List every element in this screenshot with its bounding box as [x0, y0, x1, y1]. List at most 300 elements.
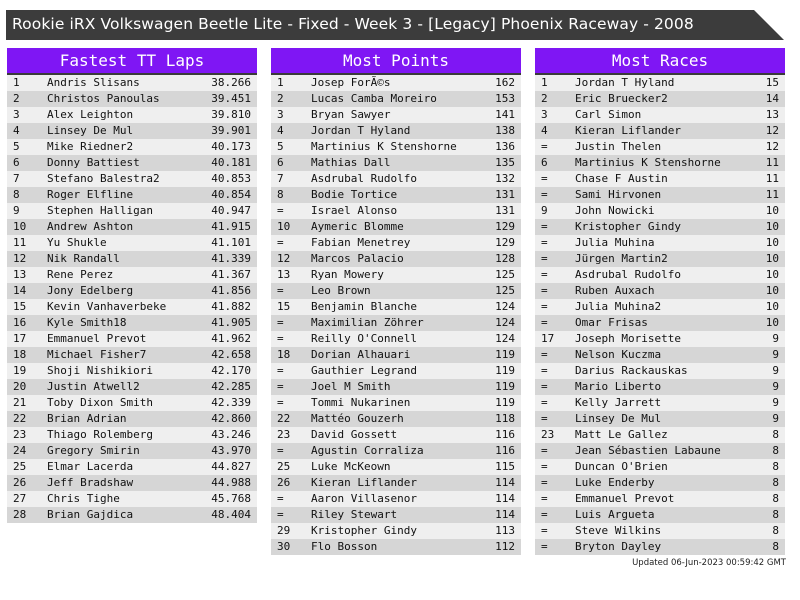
row-name: Yu Shukle	[47, 236, 107, 249]
table-row	[7, 75, 257, 91]
row-position: 8	[277, 188, 284, 201]
row-value: 131	[495, 188, 515, 201]
row-value: 11	[765, 188, 779, 201]
table-row	[271, 507, 521, 523]
row-position: 21	[13, 396, 27, 409]
table-row	[535, 363, 785, 379]
most-races-header: Most Races	[535, 48, 785, 75]
row-position: =	[277, 284, 284, 297]
updated-timestamp: Updated 06-Jun-2023 00:59:42 GMT	[632, 558, 786, 568]
row-name: Duncan O'Brien	[575, 460, 668, 473]
row-value: 41.905	[211, 316, 251, 329]
table-row	[7, 283, 257, 299]
row-position: =	[541, 380, 548, 393]
row-position: 12	[277, 252, 291, 265]
row-value: 14	[765, 92, 779, 105]
row-name: Toby Dixon Smith	[47, 396, 153, 409]
row-name: Joel M Smith	[311, 380, 391, 393]
table-row	[535, 443, 785, 459]
row-value: 9	[772, 412, 779, 425]
row-position: 5	[277, 140, 284, 153]
row-position: =	[541, 188, 548, 201]
most-points-header: Most Points	[271, 48, 521, 75]
row-name: Elmar Lacerda	[47, 460, 134, 473]
row-name: Alex Leighton	[47, 108, 134, 121]
row-name: Reilly O'Connell	[311, 332, 417, 345]
row-position: 6	[13, 156, 20, 169]
row-value: 114	[495, 508, 515, 521]
table-row	[7, 123, 257, 139]
table-row	[7, 507, 257, 523]
row-value: 9	[772, 364, 779, 377]
row-position: 9	[13, 204, 20, 217]
row-position: 15	[13, 300, 27, 313]
row-name: Fabian Menetrey	[311, 236, 411, 249]
most-points-panel	[271, 48, 521, 555]
row-name: Martinius K Stenshorne	[575, 156, 721, 169]
row-value: 135	[495, 156, 515, 169]
row-name: Carl Simon	[575, 108, 642, 121]
table-row	[271, 411, 521, 427]
row-position: 2	[541, 92, 548, 105]
table-row	[271, 251, 521, 267]
table-row	[535, 299, 785, 315]
row-value: 12	[765, 140, 779, 153]
row-position: =	[541, 236, 548, 249]
row-position: 19	[13, 364, 27, 377]
row-position: 20	[13, 380, 27, 393]
row-name: Andrew Ashton	[47, 220, 134, 233]
table-row	[271, 267, 521, 283]
row-name: Dorian Alhauari	[311, 348, 411, 361]
row-position: 14	[13, 284, 27, 297]
table-row	[271, 459, 521, 475]
row-name: Chris Tighe	[47, 492, 120, 505]
table-row	[271, 331, 521, 347]
row-name: Kelly Jarrett	[575, 396, 662, 409]
row-position: =	[277, 236, 284, 249]
row-name: Jeff Bradshaw	[47, 476, 134, 489]
table-row	[7, 491, 257, 507]
row-name: Martinius K Stenshorne	[311, 140, 457, 153]
table-row	[271, 187, 521, 203]
table-row	[7, 427, 257, 443]
row-position: =	[541, 492, 548, 505]
row-position: =	[541, 140, 548, 153]
row-name: Flo Bosson	[311, 540, 378, 553]
table-row	[535, 251, 785, 267]
row-position: =	[541, 252, 548, 265]
row-position: 30	[277, 540, 291, 553]
row-name: Kristopher Gindy	[311, 524, 417, 537]
fastest-laps-rows	[7, 75, 257, 523]
row-name: Steve Wilkins	[575, 524, 662, 537]
row-position: 12	[13, 252, 27, 265]
row-position: =	[277, 396, 284, 409]
table-row	[535, 203, 785, 219]
row-value: 125	[495, 268, 515, 281]
row-name: Gregory Smirin	[47, 444, 140, 457]
row-value: 11	[765, 156, 779, 169]
row-value: 9	[772, 396, 779, 409]
row-value: 116	[495, 444, 515, 457]
table-row	[271, 363, 521, 379]
table-row	[271, 203, 521, 219]
row-position: 6	[277, 156, 284, 169]
table-row	[535, 491, 785, 507]
row-name: Thiago Rolemberg	[47, 428, 153, 441]
table-row	[271, 539, 521, 555]
fastest-laps-header: Fastest TT Laps	[7, 48, 257, 75]
row-name: Darius Rackauskas	[575, 364, 688, 377]
row-name: Chase F Austin	[575, 172, 668, 185]
table-row	[271, 123, 521, 139]
row-position: =	[541, 396, 548, 409]
table-row	[271, 155, 521, 171]
row-name: John Nowicki	[575, 204, 655, 217]
table-row	[535, 539, 785, 555]
row-name: Bodie Tortice	[311, 188, 398, 201]
row-name: Stephen Halligan	[47, 204, 153, 217]
row-name: Matt Le Gallez	[575, 428, 668, 441]
row-position: 5	[13, 140, 20, 153]
row-position: 7	[13, 172, 20, 185]
row-value: 12	[765, 124, 779, 137]
row-position: 26	[13, 476, 27, 489]
table-row	[7, 363, 257, 379]
row-value: 129	[495, 236, 515, 249]
row-position: 8	[13, 188, 20, 201]
row-value: 40.854	[211, 188, 251, 201]
table-row	[535, 459, 785, 475]
row-value: 44.988	[211, 476, 251, 489]
row-value: 41.915	[211, 220, 251, 233]
table-row	[7, 459, 257, 475]
table-row	[7, 219, 257, 235]
row-value: 114	[495, 492, 515, 505]
table-row	[7, 443, 257, 459]
row-name: Justin Thelen	[575, 140, 662, 153]
row-position: 4	[541, 124, 548, 137]
row-value: 112	[495, 540, 515, 553]
table-row	[7, 203, 257, 219]
table-row	[535, 219, 785, 235]
row-position: =	[541, 316, 548, 329]
row-value: 153	[495, 92, 515, 105]
row-position: 23	[13, 428, 27, 441]
row-name: Kristopher Gindy	[575, 220, 681, 233]
table-row	[7, 267, 257, 283]
row-name: Mattéo Gouzerh	[311, 412, 404, 425]
row-name: Ryan Mowery	[311, 268, 384, 281]
row-value: 10	[765, 220, 779, 233]
table-row	[535, 267, 785, 283]
row-name: Justin Atwell2	[47, 380, 140, 393]
table-row	[7, 155, 257, 171]
row-value: 8	[772, 492, 779, 505]
table-row	[535, 235, 785, 251]
row-name: Kevin Vanhaverbeke	[47, 300, 167, 313]
row-value: 42.285	[211, 380, 251, 393]
row-name: Mario Liberto	[575, 380, 662, 393]
row-value: 39.810	[211, 108, 251, 121]
row-name: Luis Argueta	[575, 508, 655, 521]
table-row	[7, 171, 257, 187]
row-value: 10	[765, 300, 779, 313]
row-name: Omar Frisas	[575, 316, 648, 329]
table-row	[535, 283, 785, 299]
row-value: 113	[495, 524, 515, 537]
table-row	[271, 139, 521, 155]
row-position: 7	[277, 172, 284, 185]
table-row	[7, 299, 257, 315]
row-name: Marcos Palacio	[311, 252, 404, 265]
row-position: =	[277, 508, 284, 521]
table-row	[535, 107, 785, 123]
row-position: =	[277, 332, 284, 345]
row-name: Emmanuel Prevot	[47, 332, 147, 345]
row-value: 41.101	[211, 236, 251, 249]
row-name: Andris Slisans	[47, 76, 140, 89]
row-value: 8	[772, 460, 779, 473]
row-name: Julia Muhina2	[575, 300, 662, 313]
row-position: 13	[277, 268, 291, 281]
row-name: Gauthier Legrand	[311, 364, 417, 377]
row-value: 45.768	[211, 492, 251, 505]
table-row	[271, 283, 521, 299]
row-value: 119	[495, 348, 515, 361]
table-row	[271, 91, 521, 107]
row-position: 23	[541, 428, 555, 441]
row-value: 43.970	[211, 444, 251, 457]
table-row	[535, 75, 785, 91]
table-row	[271, 235, 521, 251]
row-value: 41.882	[211, 300, 251, 313]
row-position: 3	[541, 108, 548, 121]
row-name: Kieran Liflander	[311, 476, 417, 489]
table-row	[7, 251, 257, 267]
row-name: Donny Battiest	[47, 156, 140, 169]
row-position: 24	[13, 444, 27, 457]
table-row	[7, 107, 257, 123]
row-value: 11	[765, 172, 779, 185]
title-banner	[6, 10, 784, 40]
table-row	[271, 75, 521, 91]
row-value: 41.367	[211, 268, 251, 281]
table-row	[7, 475, 257, 491]
row-name: Brian Gajdica	[47, 508, 134, 521]
row-position: =	[277, 444, 284, 457]
table-row	[535, 315, 785, 331]
row-value: 10	[765, 252, 779, 265]
table-row	[535, 187, 785, 203]
row-name: Kieran Liflander	[575, 124, 681, 137]
row-position: 1	[541, 76, 548, 89]
table-row	[271, 347, 521, 363]
page-title: Rookie iRX Volkswagen Beetle Lite - Fixed - Week 3 - [Legacy] Phoenix Raceway - 2008	[12, 15, 694, 33]
row-value: 39.451	[211, 92, 251, 105]
row-position: =	[277, 316, 284, 329]
row-name: Sami Hirvonen	[575, 188, 662, 201]
table-row	[535, 475, 785, 491]
row-position: =	[541, 300, 548, 313]
row-value: 40.947	[211, 204, 251, 217]
row-position: 17	[541, 332, 555, 345]
row-position: =	[541, 540, 548, 553]
row-name: Aymeric Blomme	[311, 220, 404, 233]
row-position: 9	[541, 204, 548, 217]
row-value: 40.173	[211, 140, 251, 153]
table-row	[535, 379, 785, 395]
row-value: 124	[495, 300, 515, 313]
row-value: 10	[765, 204, 779, 217]
row-value: 9	[772, 348, 779, 361]
row-name: Rene Perez	[47, 268, 114, 281]
row-position: =	[541, 172, 548, 185]
row-value: 40.181	[211, 156, 251, 169]
row-position: 18	[277, 348, 291, 361]
table-row	[271, 491, 521, 507]
most-races-rows	[535, 75, 785, 555]
row-position: =	[541, 220, 548, 233]
row-position: =	[541, 524, 548, 537]
row-position: 17	[13, 332, 27, 345]
row-position: 3	[13, 108, 20, 121]
row-position: 10	[13, 220, 27, 233]
row-name: Ruben Auxach	[575, 284, 655, 297]
row-name: Tommi Nukarinen	[311, 396, 411, 409]
table-row	[7, 411, 257, 427]
row-value: 119	[495, 380, 515, 393]
row-position: 22	[277, 412, 291, 425]
table-row	[7, 91, 257, 107]
row-value: 10	[765, 284, 779, 297]
table-row	[535, 171, 785, 187]
row-position: =	[541, 268, 548, 281]
table-row	[7, 395, 257, 411]
row-position: 25	[13, 460, 27, 473]
row-position: =	[277, 380, 284, 393]
row-name: Leo Brown	[311, 284, 371, 297]
row-name: Mathias Dall	[311, 156, 391, 169]
table-row	[535, 395, 785, 411]
table-row	[271, 379, 521, 395]
row-position: 27	[13, 492, 27, 505]
row-position: =	[541, 460, 548, 473]
row-value: 10	[765, 236, 779, 249]
row-position: 1	[277, 76, 284, 89]
row-name: Eric Bruecker2	[575, 92, 668, 105]
row-position: 28	[13, 508, 27, 521]
row-name: Lucas Camba Moreiro	[311, 92, 437, 105]
row-value: 162	[495, 76, 515, 89]
row-position: 4	[13, 124, 20, 137]
row-value: 141	[495, 108, 515, 121]
row-value: 41.962	[211, 332, 251, 345]
row-position: =	[277, 364, 284, 377]
row-value: 114	[495, 476, 515, 489]
table-row	[271, 443, 521, 459]
row-value: 42.860	[211, 412, 251, 425]
row-name: Nik Randall	[47, 252, 120, 265]
row-value: 131	[495, 204, 515, 217]
row-name: Bryton Dayley	[575, 540, 662, 553]
row-value: 8	[772, 540, 779, 553]
row-value: 10	[765, 316, 779, 329]
row-value: 125	[495, 284, 515, 297]
row-position: 11	[13, 236, 27, 249]
row-position: 22	[13, 412, 27, 425]
row-name: Josep ForÃ©s	[311, 76, 391, 89]
row-position: 23	[277, 428, 291, 441]
row-position: 3	[277, 108, 284, 121]
row-name: Julia Muhina	[575, 236, 655, 249]
row-value: 129	[495, 220, 515, 233]
row-position: 25	[277, 460, 291, 473]
table-row	[271, 475, 521, 491]
row-name: Roger Elfline	[47, 188, 134, 201]
row-value: 124	[495, 332, 515, 345]
table-row	[271, 427, 521, 443]
table-row	[535, 411, 785, 427]
table-row	[271, 107, 521, 123]
row-value: 8	[772, 508, 779, 521]
row-position: 6	[541, 156, 548, 169]
row-value: 124	[495, 316, 515, 329]
row-value: 8	[772, 476, 779, 489]
row-name: Jean Sébastien Labaune	[575, 444, 721, 457]
row-position: =	[541, 508, 548, 521]
row-name: Michael Fisher7	[47, 348, 147, 361]
row-position: 16	[13, 316, 27, 329]
row-position: 15	[277, 300, 291, 313]
row-value: 116	[495, 428, 515, 441]
row-name: Jony Edelberg	[47, 284, 134, 297]
row-name: David Gossett	[311, 428, 398, 441]
row-position: =	[541, 364, 548, 377]
row-name: Kyle Smith18	[47, 316, 127, 329]
row-name: Jordan T Hyland	[311, 124, 411, 137]
table-row	[7, 379, 257, 395]
table-row	[535, 123, 785, 139]
table-row	[535, 347, 785, 363]
table-row	[535, 507, 785, 523]
row-value: 13	[765, 108, 779, 121]
row-position: 29	[277, 524, 291, 537]
table-row	[271, 219, 521, 235]
row-name: Bryan Sawyer	[311, 108, 391, 121]
row-position: 13	[13, 268, 27, 281]
row-name: Riley Stewart	[311, 508, 398, 521]
table-row	[271, 299, 521, 315]
row-position: =	[277, 492, 284, 505]
row-name: Shoji Nishikiori	[47, 364, 153, 377]
row-value: 39.901	[211, 124, 251, 137]
table-row	[271, 171, 521, 187]
table-row	[535, 331, 785, 347]
row-position: 1	[13, 76, 20, 89]
row-value: 15	[765, 76, 779, 89]
most-points-rows	[271, 75, 521, 555]
row-name: Brian Adrian	[47, 412, 127, 425]
row-value: 136	[495, 140, 515, 153]
row-value: 41.339	[211, 252, 251, 265]
row-value: 41.856	[211, 284, 251, 297]
row-name: Israel Alonso	[311, 204, 398, 217]
row-name: Linsey De Mul	[575, 412, 662, 425]
row-position: 2	[277, 92, 284, 105]
row-name: Maximilian Zöhrer	[311, 316, 424, 329]
